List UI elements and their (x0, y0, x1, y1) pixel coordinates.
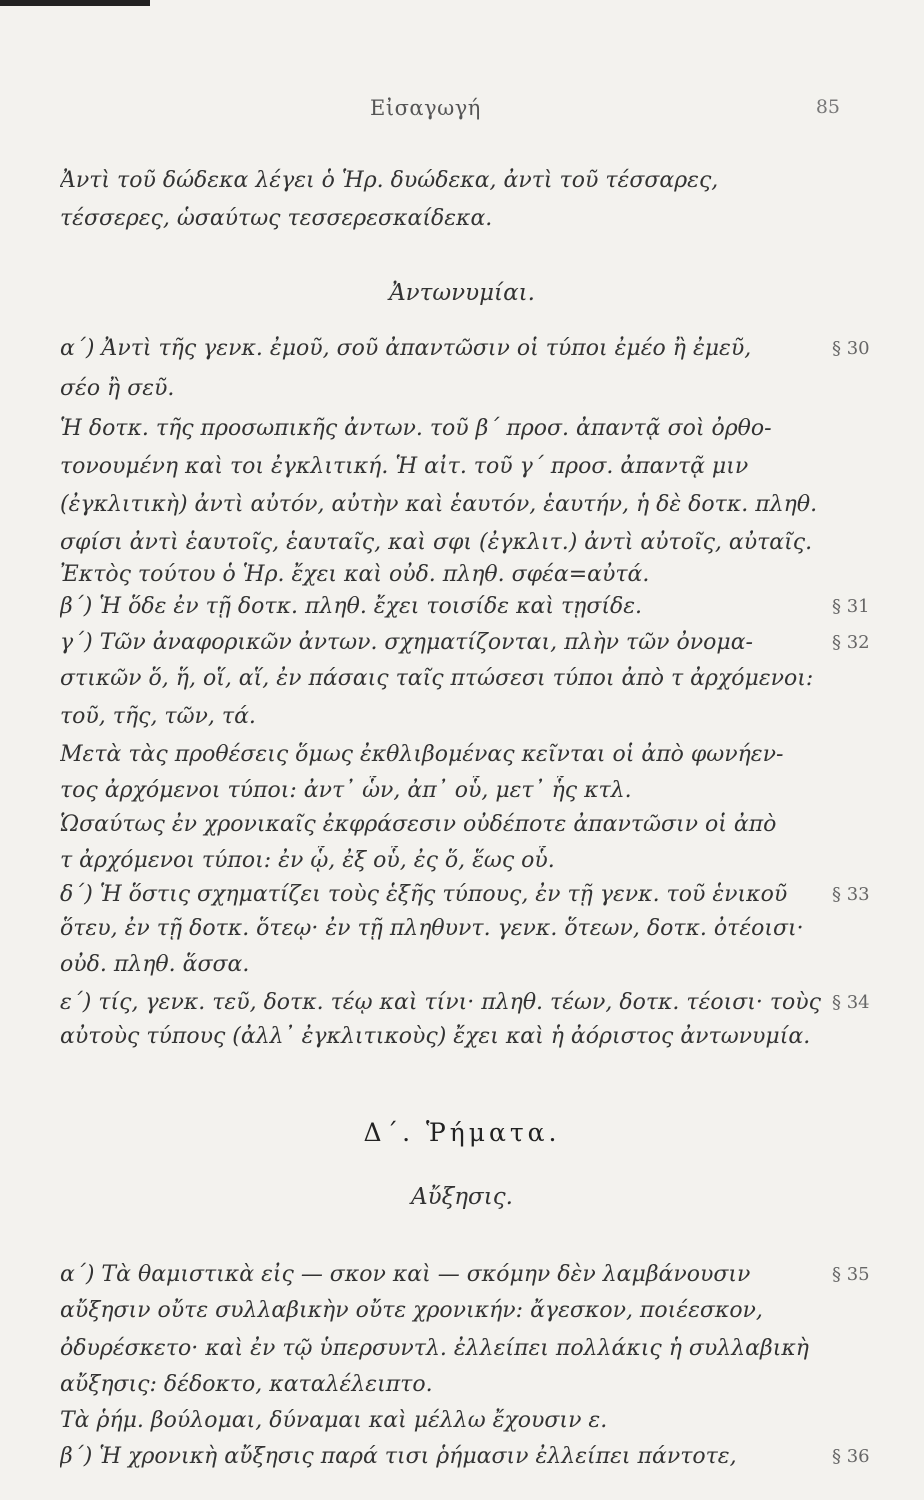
text-line: τέσσερες, ὡσαύτως τεσσερεσκαίδεκα. (60, 206, 493, 231)
text-line: δ΄) Ἡ ὅστις σχηματίζει τοὺς ἑξῆς τύπους, ἐν τῇ γενκ. τοῦ ἑνικοῦ (60, 882, 788, 907)
text-line: β΄) Ἡ χρονικὴ αὔξησις παρά τισι ῥήμασιν ἐλλείπει πάντοτε, (60, 1444, 737, 1469)
text-line: τ ἀρχόμενοι τύποι: ἐν ᾧ, ἐξ οὗ, ἐς ὅ, ἕως οὗ. (60, 848, 555, 873)
margin-ref: § 36 (832, 1446, 870, 1467)
text-line: αὔξησις: δέδοκτο, καταλέλειπτο. (60, 1372, 433, 1397)
text-line: γ΄) Τῶν ἀναφορικῶν ἀντων. σχηματίζονται, πλὴν τῶν ὀνομα- (60, 630, 753, 655)
text-line: α΄) Ἀντὶ τῆς γενκ. ἐμοῦ, σοῦ ἀπαντῶσιν οἱ τύποι ἐμέο ἢ ἐμεῦ, (60, 336, 752, 361)
page-number: 85 (815, 96, 840, 118)
page-header (0, 96, 924, 130)
text-line: ὀδυρέσκετο· καὶ ἐν τῷ ὑπερσυντλ. ἐλλείπει πολλάκις ἡ συλλαβικὴ (60, 1336, 809, 1361)
text-line: Ἐκτὸς τούτου ὁ Ἡρ. ἔχει καὶ οὐδ. πληθ. σφέα=αὐτά. (60, 562, 650, 587)
text-line: στικῶν ὅ, ἥ, οἵ, αἵ, ἐν πάσαις ταῖς πτώσεσι τύποι ἀπὸ τ ἀρχόμενοι: (60, 666, 814, 691)
heading-auxesis: Αὔξησις. (411, 1184, 513, 1210)
text-line: αὔξησιν οὔτε συλλαβικὴν οὔτε χρονικήν: ἄγεσκον, ποιέεσκον, (60, 1298, 763, 1323)
margin-ref: § 35 (832, 1264, 870, 1285)
text-line: ὅτευ, ἐν τῇ δοτκ. ὅτεῳ· ἐν τῇ πληθυντ. γενκ. ὅτεων, δοτκ. ὀτέοισι· (60, 916, 804, 941)
margin-ref: § 34 (832, 992, 870, 1013)
margin-ref: § 31 (832, 596, 870, 617)
text-line: τος ἀρχόμενοι τύποι: ἀντ᾽ ὧν, ἀπ᾽ οὗ, μετ᾽ ἧς κτλ. (60, 778, 632, 803)
text-line: Ἀντὶ τοῦ δώδεκα λέγει ὁ Ἡρ. δυώδεκα, ἀντὶ τοῦ τέσσαρες, (60, 168, 719, 193)
scan-edge (0, 0, 150, 6)
text-line: Τὰ ῥήμ. βούλομαι, δύναμαι καὶ μέλλω ἔχουσιν ε. (60, 1408, 608, 1433)
text-line: τονουμένη καὶ τοι ἐγκλιτική. Ἡ αἰτ. τοῦ γ΄ προσ. ἀπαντᾷ μιν (60, 454, 749, 479)
text-line: ε΄) τίς, γενκ. τεῦ, δοτκ. τέῳ καὶ τίνι· πληθ. τέων, δοτκ. τέοισι· τοὺς (60, 990, 821, 1015)
text-line: β΄) Ἡ ὅδε ἐν τῇ δοτκ. πληθ. ἔχει τοισίδε καὶ τῃσίδε. (60, 594, 643, 619)
margin-ref: § 30 (832, 338, 870, 359)
heading-antonymiai: Ἀντωνυμίαι. (389, 280, 535, 306)
margin-ref: § 33 (832, 884, 870, 905)
text-line: οὐδ. πληθ. ἅσσα. (60, 952, 250, 977)
section-title-verbs: Δ΄. Ῥήματα. (363, 1118, 561, 1147)
running-head: Εἰσαγωγή (370, 96, 481, 120)
text-line: Ἡ δοτκ. τῆς προσωπικῆς ἀντων. τοῦ β΄ προσ. ἀπαντᾷ σοὶ ὀρθο- (60, 416, 772, 441)
text-line: αὐτοὺς τύπους (ἀλλ᾽ ἐγκλιτικοὺς) ἔχει καὶ ἡ ἀόριστος ἀντωνυμία. (60, 1024, 811, 1049)
margin-ref: § 32 (832, 632, 870, 653)
text-line: σφίσι ἀντὶ ἑαυτοῖς, ἑαυταῖς, καὶ σφι (ἐγκλιτ.) ἀντὶ αὐτοῖς, αὐταῖς. (60, 530, 813, 555)
text-line: Μετὰ τὰς προθέσεις ὅμως ἐκθλιβομένας κεῖνται οἱ ἀπὸ φωνήεν- (60, 742, 784, 767)
text-line: α΄) Τὰ θαμιστικὰ εἰς — σκον καὶ — σκόμην δὲν λαμβάνουσιν (60, 1262, 751, 1287)
text-line: (ἐγκλιτικὴ) ἀντὶ αὐτόν, αὐτὴν καὶ ἑαυτόν, ἑαυτήν, ἡ δὲ δοτκ. πληθ. (60, 492, 818, 517)
text-line: τοῦ, τῆς, τῶν, τά. (60, 704, 256, 729)
text-line: Ὡσαύτως ἐν χρονικαῖς ἐκφράσεσιν οὐδέποτε ἀπαντῶσιν οἱ ἀπὸ (60, 812, 777, 837)
text-line: σέο ἢ σεῦ. (60, 376, 175, 401)
